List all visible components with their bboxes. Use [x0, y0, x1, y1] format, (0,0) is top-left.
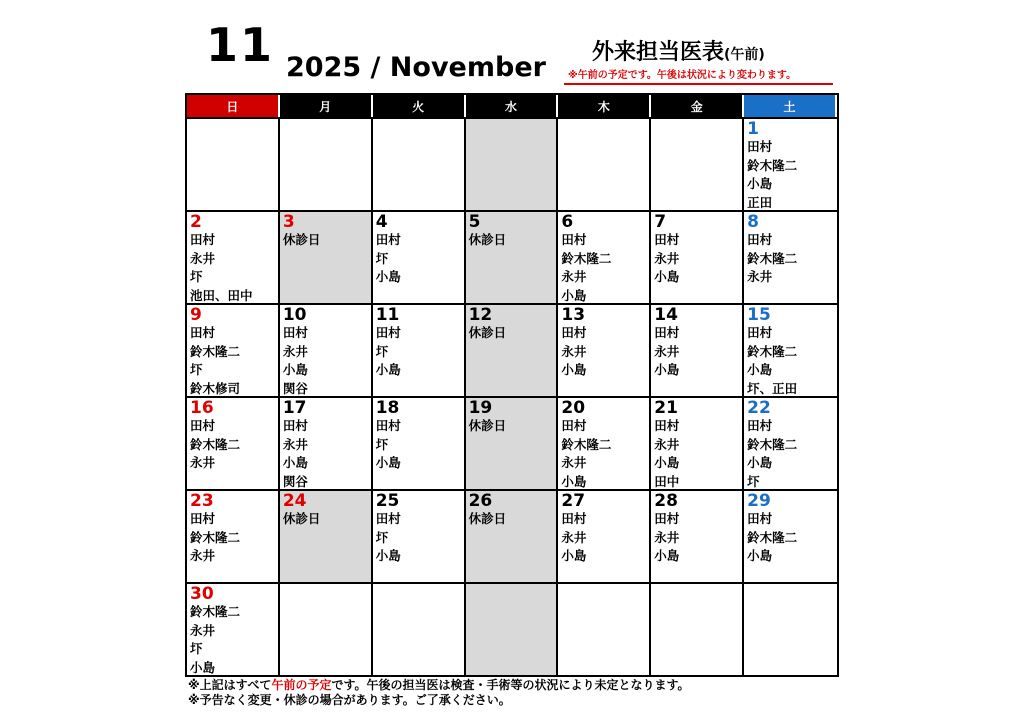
doctor-name: 鈴木隆二	[190, 604, 241, 619]
day-cell-21	[651, 396, 744, 489]
doctor-name: 田村	[561, 511, 587, 526]
day-cell-6	[558, 210, 651, 303]
doctor-name: 永井	[654, 343, 680, 359]
doctor-name: 田村	[654, 325, 680, 340]
day-cell-25	[373, 489, 466, 582]
doctor-name: 小島	[375, 269, 401, 284]
day-number: 30	[190, 584, 214, 604]
footer-note-1-suffix: です。午後の担当医は検査・手術等の状況により未定となります。	[331, 678, 690, 692]
closed-day-label: 休診日	[468, 232, 507, 247]
doctor-name: 鈴木隆二	[747, 529, 798, 545]
doctor-name: 田村	[747, 418, 773, 433]
title-main: 外来担当医表	[592, 40, 725, 65]
day-cell-3	[280, 210, 373, 303]
doctor-name: 小島	[282, 455, 308, 470]
doctor-name: 田村	[654, 232, 680, 247]
day-cell-11	[373, 303, 466, 396]
doctor-name: 鈴木隆二	[190, 529, 241, 545]
weekday-header-tue: 火	[373, 95, 466, 117]
doctor-name: 正田	[747, 194, 773, 210]
doctor-name: 鈴木隆二	[747, 436, 798, 452]
doctor-name: 田中	[654, 473, 680, 489]
day-number: 9	[190, 305, 202, 325]
day-number: 15	[747, 305, 771, 325]
day-cell-19	[466, 396, 559, 489]
day-cell-26	[466, 489, 559, 582]
day-cell-5	[466, 210, 559, 303]
doctor-name: 圷	[747, 473, 760, 489]
doctor-name: 小島	[747, 455, 773, 470]
day-number: 24	[282, 491, 307, 511]
footer-note-1-prefix: ※上記はすべて	[188, 678, 272, 692]
day-cell-16	[187, 396, 280, 489]
day-number: 21	[654, 398, 678, 418]
closed-day-label: 休診日	[468, 325, 507, 340]
doctor-name: 田村	[375, 511, 401, 526]
empty-day-cell	[651, 117, 744, 210]
doctor-name: 関谷	[282, 473, 308, 489]
doctor-name: 永井	[282, 343, 308, 359]
empty-day-cell	[466, 582, 559, 675]
day-number: 29	[747, 491, 771, 511]
doctor-name: 永井	[190, 455, 216, 470]
doctor-name: 鈴木隆二	[190, 343, 241, 359]
doctor-name: 田村	[190, 325, 216, 340]
doctor-name: 鈴木隆二	[561, 250, 612, 266]
calendar-grid	[185, 93, 839, 677]
doctor-name: 田村	[375, 418, 401, 433]
doctor-name: 田村	[282, 325, 308, 340]
day-number: 25	[375, 491, 400, 511]
day-cell-22	[744, 396, 837, 489]
closed-day-label: 休診日	[468, 418, 507, 433]
doctor-name: 永井	[654, 250, 680, 266]
doctor-name: 田村	[561, 232, 587, 247]
doctor-name: 永井	[561, 343, 587, 359]
empty-day-cell	[280, 117, 373, 210]
doctor-name: 圷	[375, 250, 389, 266]
doctor-name: 永井	[190, 548, 216, 563]
empty-day-cell	[187, 117, 280, 210]
day-number: 14	[654, 305, 678, 325]
doctor-name: 小島	[561, 548, 587, 563]
closed-day-label: 休診日	[282, 232, 321, 247]
doctor-name: 鈴木隆二	[747, 157, 798, 173]
doctor-name: 田村	[190, 232, 216, 247]
day-cell-12	[466, 303, 559, 396]
day-number: 5	[468, 212, 481, 232]
doctor-name: 圷	[190, 362, 203, 377]
doctor-name: 小島	[561, 473, 587, 489]
doctor-name: 田村	[747, 232, 773, 247]
doctor-name: 永井	[561, 269, 587, 284]
doctor-name: 小島	[747, 176, 773, 191]
weekday-header-sun: 日	[187, 95, 280, 117]
weekday-header-sat: 土	[744, 95, 837, 117]
day-number: 27	[561, 491, 586, 511]
weekday-header-wed: 水	[466, 95, 559, 117]
doctor-name: 田村	[654, 418, 680, 433]
doctor-name: 圷	[375, 343, 389, 359]
doctor-name: 小島	[190, 659, 216, 675]
day-cell-20	[558, 396, 651, 489]
day-number: 18	[375, 398, 400, 418]
doctor-name: 永井	[654, 529, 680, 545]
day-number: 11	[375, 305, 400, 325]
doctor-name: 田村	[375, 232, 401, 247]
day-number: 23	[190, 491, 214, 511]
month-year-label: 2025 / November	[286, 52, 546, 83]
doctor-name: 田村	[375, 325, 401, 340]
empty-day-cell	[466, 117, 559, 210]
footer-note-1	[188, 679, 690, 691]
weekday-header-fri: 金	[651, 95, 744, 117]
doctor-name: 小島	[375, 362, 401, 377]
weekday-header-mon: 月	[280, 95, 373, 117]
schedule-note: ※午前の予定です。午後は状況により変わります。	[568, 70, 797, 81]
day-cell-7	[651, 210, 744, 303]
day-cell-29	[744, 489, 837, 582]
empty-day-cell	[373, 582, 466, 675]
day-number: 16	[190, 398, 214, 418]
doctor-name: 小島	[747, 548, 773, 563]
day-number: 6	[561, 212, 574, 232]
day-number: 10	[282, 305, 307, 325]
doctor-name: 鈴木隆二	[747, 250, 798, 266]
doctor-name: 小島	[375, 455, 401, 470]
doctor-name: 小島	[375, 548, 401, 563]
doctor-name: 小島	[747, 362, 773, 377]
doctor-name: 関谷	[282, 380, 308, 396]
day-cell-28	[651, 489, 744, 582]
day-number: 17	[282, 398, 307, 418]
title-sub: (午前)	[724, 47, 765, 63]
closed-day-label: 休診日	[282, 511, 321, 526]
doctor-name: 小島	[282, 362, 308, 377]
day-cell-30	[187, 582, 280, 675]
day-cell-18	[373, 396, 466, 489]
day-number: 13	[561, 305, 586, 325]
doctor-name: 小島	[654, 455, 680, 470]
doctor-name: 田村	[747, 139, 773, 154]
doctor-name: 田村	[282, 418, 308, 433]
day-cell-8	[744, 210, 837, 303]
empty-day-cell	[744, 582, 837, 675]
doctor-name: 鈴木修司	[190, 380, 241, 396]
doctor-name: 小島	[654, 269, 680, 284]
day-number: 22	[747, 398, 771, 418]
doctor-name: 鈴木隆二	[561, 436, 612, 452]
footer-note-2: ※予告なく変更・休診の場合があります。ご了承ください。	[188, 693, 511, 707]
doctor-name: 圷	[375, 529, 389, 545]
empty-day-cell	[558, 117, 651, 210]
empty-day-cell	[373, 117, 466, 210]
day-cell-4	[373, 210, 466, 303]
doctor-name: 田村	[654, 511, 680, 526]
day-number: 26	[468, 491, 493, 511]
empty-day-cell	[558, 582, 651, 675]
doctor-name: 田村	[190, 418, 216, 433]
doctor-name: 永井	[282, 436, 308, 452]
day-cell-17	[280, 396, 373, 489]
month-number: 11	[206, 18, 275, 72]
doctor-name: 鈴木隆二	[747, 343, 798, 359]
day-number: 1	[747, 119, 759, 139]
day-cell-24	[280, 489, 373, 582]
doctor-name: 池田、田中	[190, 287, 253, 303]
doctor-name: 田村	[190, 511, 216, 526]
doctor-name: 小島	[654, 548, 680, 563]
day-number: 8	[747, 212, 759, 232]
doctor-name: 田村	[747, 511, 773, 526]
day-cell-2	[187, 210, 280, 303]
day-cell-14	[651, 303, 744, 396]
day-cell-1	[744, 117, 837, 210]
doctor-name: 永井	[654, 436, 680, 452]
day-cell-13	[558, 303, 651, 396]
doctor-name: 鈴木隆二	[190, 436, 241, 452]
empty-day-cell	[280, 582, 373, 675]
day-number: 19	[468, 398, 493, 418]
day-number: 20	[561, 398, 586, 418]
day-cell-27	[558, 489, 651, 582]
doctor-name: 田村	[747, 325, 773, 340]
day-cell-23	[187, 489, 280, 582]
doctor-name: 圷	[190, 641, 203, 656]
doctor-name: 永井	[561, 529, 587, 545]
doctor-name: 田村	[561, 325, 587, 340]
closed-day-label: 休診日	[468, 511, 507, 526]
doctor-name: 小島	[654, 362, 680, 377]
page-title	[592, 42, 765, 64]
day-cell-10	[280, 303, 373, 396]
day-number: 28	[654, 491, 678, 511]
doctor-name: 永井	[561, 455, 587, 470]
doctor-name: 永井	[190, 250, 216, 266]
doctor-name: 永井	[190, 622, 216, 638]
day-cell-9	[187, 303, 280, 396]
doctor-name: 圷	[375, 436, 389, 452]
weekday-header-thu: 木	[558, 95, 651, 117]
day-number: 3	[282, 212, 295, 232]
doctor-name: 永井	[747, 269, 773, 284]
day-cell-15	[744, 303, 837, 396]
empty-day-cell	[651, 582, 744, 675]
day-number: 2	[190, 212, 202, 232]
doctor-name: 圷	[190, 269, 203, 284]
doctor-name: 小島	[561, 287, 587, 303]
note-underline	[564, 83, 833, 85]
doctor-name: 田村	[561, 418, 587, 433]
day-number: 4	[375, 212, 388, 232]
day-number: 12	[468, 305, 493, 325]
day-number: 7	[654, 212, 667, 232]
doctor-name: 圷、正田	[747, 380, 798, 396]
footer-note-1-highlight: 午前の予定	[271, 678, 332, 692]
doctor-name: 小島	[561, 362, 587, 377]
